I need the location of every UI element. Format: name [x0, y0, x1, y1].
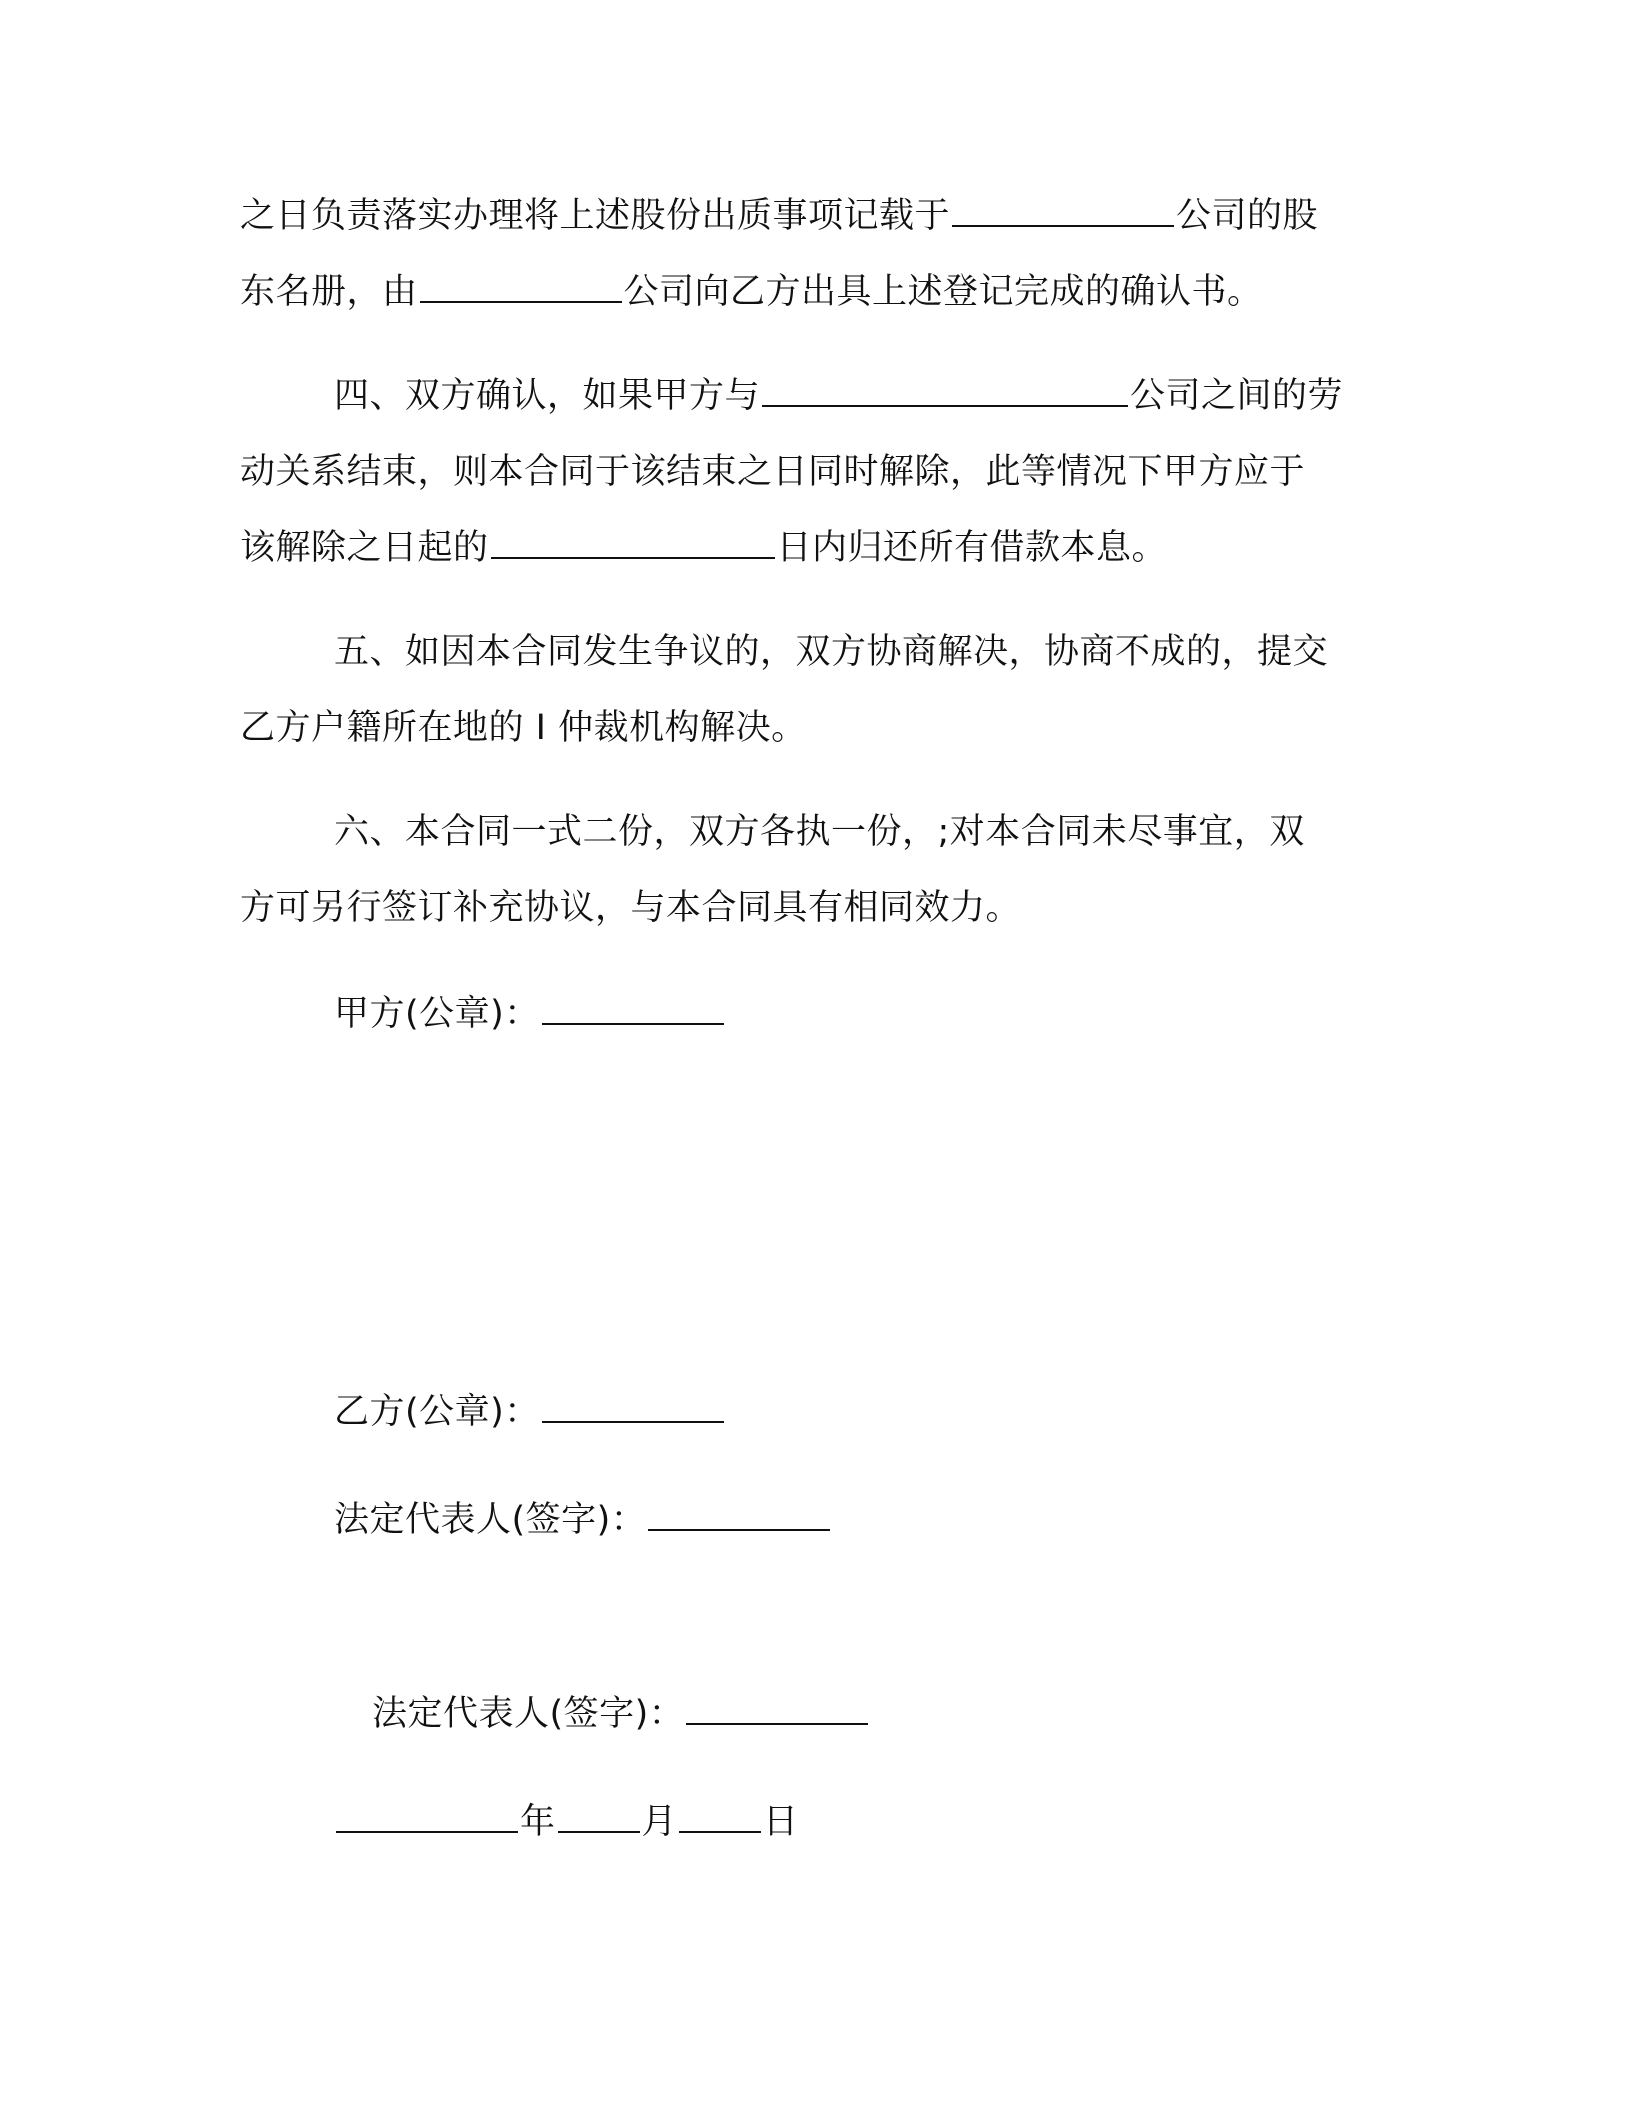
party-a-seal-blank — [542, 993, 724, 1025]
text-segment: 公司的股 — [1176, 196, 1319, 236]
paragraph-5-line-1 — [334, 628, 1328, 676]
text-segment: 五、如因本合同发生争议的，双方协商解决，协商不成的，提交 — [334, 632, 1329, 672]
legal-rep-line-1 — [334, 1496, 832, 1544]
paragraph-3-line-1 — [240, 192, 1318, 240]
company-name-blank — [420, 271, 622, 303]
year-blank — [336, 1801, 518, 1833]
text-segment: 东名册，由 — [240, 272, 418, 312]
days-blank — [491, 527, 775, 559]
paragraph-6-line-1 — [334, 808, 1305, 856]
legal-rep-label: 法定代表人(签字)： — [372, 1694, 685, 1734]
legal-rep-signature-blank — [686, 1693, 868, 1725]
text-segment: 公司之间的劳 — [1130, 376, 1344, 416]
text-segment: 乙方户籍所在地的 I 仲裁机构解决。 — [240, 708, 807, 748]
paragraph-3-line-2 — [240, 268, 1263, 316]
party-b-seal-blank — [542, 1391, 724, 1423]
text-segment: 该解除之日起的 — [240, 528, 489, 568]
date-line — [334, 1798, 799, 1846]
paragraph-6-line-2 — [240, 884, 1021, 932]
company-name-blank — [762, 375, 1128, 407]
day-blank — [679, 1801, 761, 1833]
paragraph-5-line-2 — [240, 704, 807, 752]
legal-rep-label: 法定代表人(签字)： — [334, 1500, 647, 1540]
party-b-seal-line — [334, 1388, 726, 1436]
day-label: 日 — [763, 1802, 799, 1842]
month-blank — [558, 1801, 640, 1833]
party-a-label: 甲方(公章)： — [334, 994, 540, 1034]
text-segment: 动关系结束，则本合同于该结束之日同时解除，此等情况下甲方应于 — [240, 452, 1306, 492]
text-segment: 方可另行签订补充协议，与本合同具有相同效力。 — [240, 888, 1022, 928]
text-segment: 之日负责落实办理将上述股份出质事项记载于 — [240, 196, 951, 236]
text-segment: 六、本合同一式二份，双方各执一份，;对本合同未尽事宜，双 — [334, 812, 1305, 852]
year-label: 年 — [520, 1802, 556, 1842]
party-a-seal-line — [334, 990, 726, 1038]
legal-rep-signature-blank — [648, 1499, 830, 1531]
party-b-label: 乙方(公章)： — [334, 1392, 540, 1432]
month-label: 月 — [641, 1802, 678, 1842]
paragraph-4-line-2 — [240, 448, 1305, 496]
legal-rep-line-2 — [372, 1690, 870, 1738]
text-segment: 公司向乙方出具上述登记完成的确认书。 — [623, 272, 1263, 312]
paragraph-4-line-1 — [334, 372, 1343, 420]
company-name-blank — [952, 195, 1174, 227]
text-segment: 日内归还所有借款本息。 — [776, 528, 1168, 568]
text-segment: 四、双方确认，如果甲方与 — [334, 376, 761, 416]
paragraph-4-line-3 — [240, 524, 1167, 572]
